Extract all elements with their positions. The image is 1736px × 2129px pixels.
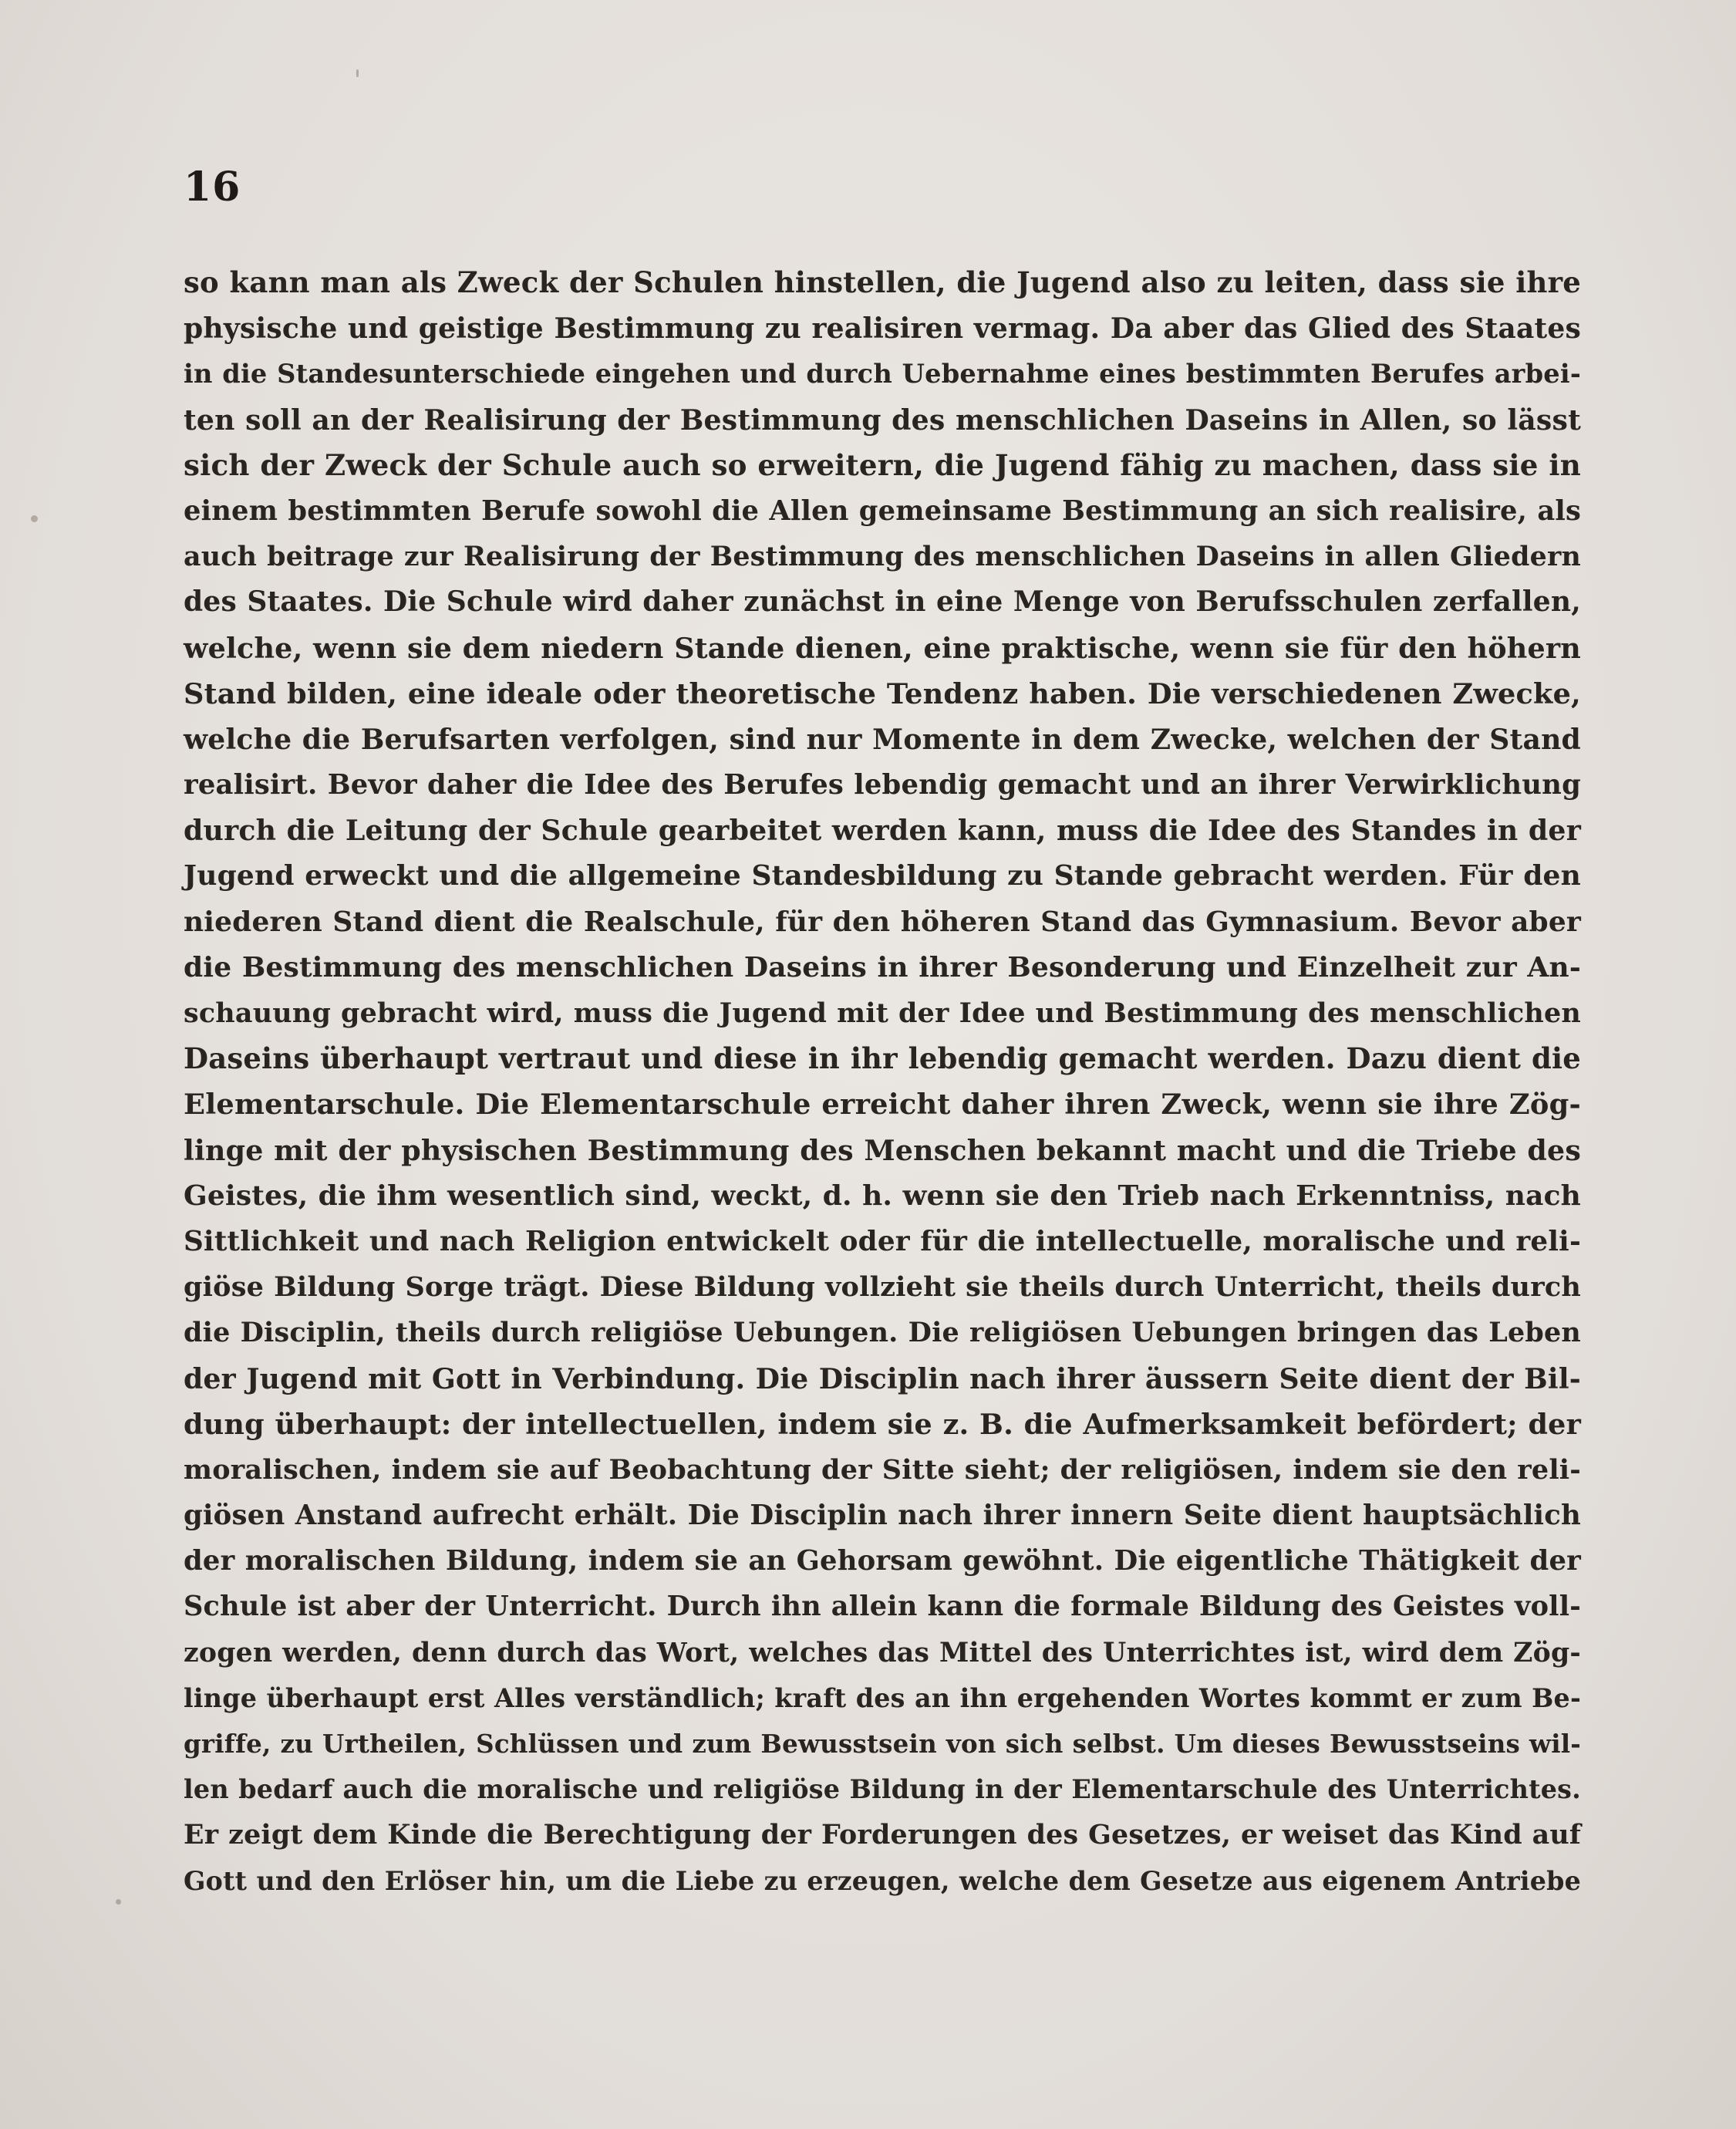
text-line: giösen Anstand aufrecht erhält. Die Disciplin nach ihrer innern Seite dient hauptsächlich	[184, 1500, 1581, 1532]
text-line: einem bestimmten Berufe sowohl die Allen gemeinsame Bestimmung an sich realisire, als	[184, 494, 1581, 527]
text-line: die Bestimmung des menschlichen Daseins in ihrer Besonderung und Einzelheit zur An-	[184, 950, 1581, 984]
text-line: zogen werden, denn durch das Wort, welches das Mittel des Unterrichtes ist, wird dem Zög-	[184, 1636, 1581, 1668]
text-line: dung überhaupt: der intellectuellen, indem sie z. B. die Aufmerksamkeit befördert; der	[184, 1407, 1581, 1441]
text-line: ten soll an der Realisirung der Bestimmung des menschlichen Daseins in Allen, so lässt	[184, 403, 1581, 437]
text-line: Geistes, die ihm wesentlich sind, weckt, d. h. wenn sie den Trieb nach Erkenntniss, nach	[184, 1179, 1581, 1212]
text-line: die Disciplin, theils durch religiöse Uebungen. Die religiösen Uebungen bringen das Leben	[184, 1317, 1581, 1349]
body-text	[184, 260, 1581, 1904]
text-line: Jugend erweckt und die allgemeine Standesbildung zu Stande gebracht werden. Für den	[184, 859, 1581, 892]
text-line: Er zeigt dem Kinde die Berechtigung der Forderungen des Gesetzes, er weiset das Kind auf	[184, 1819, 1581, 1851]
text-line: sich der Zweck der Schule auch so erweitern, die Jugend fähig zu machen, dass sie in	[184, 447, 1581, 482]
text-line: physische und geistige Bestimmung zu realisiren vermag. Da aber das Glied des Staates	[184, 312, 1581, 346]
text-line: durch die Leitung der Schule gearbeitet werden kann, muss die Idee des Standes in der	[184, 814, 1581, 848]
text-line: giöse Bildung Sorge trägt. Diese Bildung vollzieht sie theils durch Unterricht, theils durch	[184, 1271, 1581, 1304]
text-line: der Jugend mit Gott in Verbindung. Die Disciplin nach ihrer äussern Seite dient der Bil-	[184, 1361, 1581, 1395]
text-line: Gott und den Erlöser hin, um die Liebe zu erzeugen, welche dem Gesetze aus eigenem Antriebe	[184, 1865, 1581, 1896]
paper-speck	[31, 515, 38, 522]
text-line: welche die Berufsarten verfolgen, sind nur Momente in dem Zwecke, welchen der Stand	[184, 722, 1581, 756]
text-line: Schule ist aber der Unterricht. Durch ihn allein kann die formale Bildung des Geistes voll-	[184, 1591, 1581, 1623]
page-number: 16	[184, 164, 241, 211]
text-line: realisirt. Bevor daher die Idee des Berufes lebendig gemacht und an ihrer Verwirklichung	[184, 769, 1581, 801]
text-line: schauung gebracht wird, muss die Jugend mit der Idee und Bestimmung des menschlichen	[184, 997, 1581, 1029]
paper-speck	[356, 69, 359, 77]
text-line: moralischen, indem sie auf Beobachtung der Sitte sieht; der religiösen, indem sie den reli-	[184, 1453, 1581, 1486]
paper-speck	[116, 1899, 121, 1905]
text-line: Stand bilden, eine ideale oder theoretische Tendenz haben. Die verschiedenen Zwecke,	[184, 676, 1581, 710]
text-line: niederen Stand dient die Realschule, für den höheren Stand das Gymnasium. Bevor aber	[184, 905, 1581, 938]
text-line: Daseins überhaupt vertraut und diese in ihr lebendig gemacht werden. Dazu dient die	[184, 1041, 1581, 1076]
text-line: len bedarf auch die moralische und religiöse Bildung in der Elementarschule des Unterrichtes.	[184, 1774, 1581, 1805]
text-line: so kann man als Zweck der Schulen hinstellen, die Jugend also zu leiten, dass sie ihre	[184, 265, 1581, 299]
text-line: auch beitrage zur Realisirung der Bestimmung des menschlichen Daseins in allen Gliedern	[184, 541, 1581, 573]
text-line: der moralischen Bildung, indem sie an Gehorsam gewöhnt. Die eigentliche Thätigkeit der	[184, 1545, 1581, 1577]
text-line: linge mit der physischen Bestimmung des Menschen bekannt macht und die Triebe des	[184, 1133, 1581, 1167]
text-line: in die Standesunterschiede eingehen und durch Uebernahme eines bestimmten Berufes arbei-	[184, 358, 1581, 390]
text-line: welche, wenn sie dem niedern Stande dienen, eine praktische, wenn sie für den höhern	[184, 631, 1581, 665]
text-line: linge überhaupt erst Alles verständlich; kraft des an ihn ergehenden Wortes kommt er zum Be-	[184, 1682, 1581, 1713]
text-line: Elementarschule. Die Elementarschule erreicht daher ihren Zweck, wenn sie ihre Zög-	[184, 1087, 1581, 1122]
text-line: griffe, zu Urtheilen, Schlüssen und zum Bewusstsein von sich selbst. Um dieses Bewusstseins wil-	[184, 1729, 1581, 1759]
text-line: des Staates. Die Schule wird daher zunächst in eine Menge von Berufsschulen zerfallen,	[184, 585, 1581, 619]
text-line: Sittlichkeit und nach Religion entwickelt oder für die intellectuelle, moralische und reli-	[184, 1224, 1581, 1257]
